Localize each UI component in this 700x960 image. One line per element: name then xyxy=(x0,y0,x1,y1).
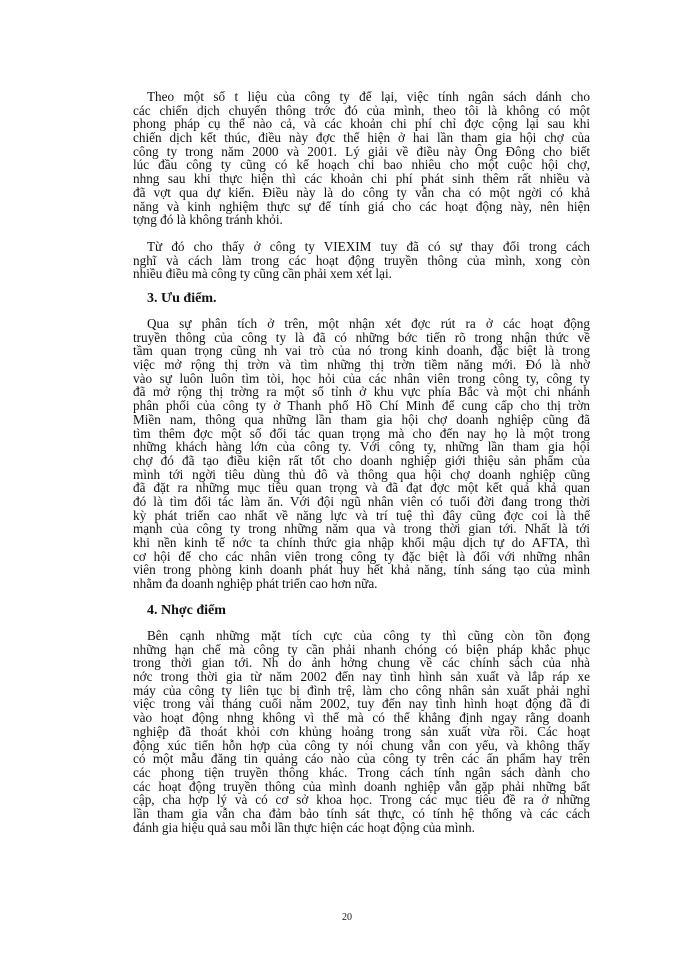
text-line: động xúc tiến hỗn hợp của công ty nói chung vẫn con yếu, và không thấy xyxy=(133,737,590,753)
text-line: mạnh của công ty trong những năm qua và trong thời gian tới. Nhất là tới xyxy=(133,521,590,537)
paragraph-budget-analysis xyxy=(133,90,590,227)
text-line: mình tới ngời tiêu dùng thủ đô và thông qua hội chợ doanh nghiệp cũng xyxy=(133,466,590,482)
text-line: nhằm đa doanh nghiệp phát triển cao hơn nữa. xyxy=(133,576,378,592)
text-line: các hoạt động truyền thông của mình doanh nghiệp vẫn gặp phải những bất xyxy=(133,778,590,794)
text-line: nghĩ và cách làm trong các hoạt động truyền thông của mình, xong còn xyxy=(133,252,590,268)
text-line: nhiều điều mà công ty cũng cần phải xem xét lại. xyxy=(133,266,392,282)
text-line: Miền nam, thông qua những lần tham gia hội chợ doanh nghiệp cũng đã xyxy=(133,411,590,427)
text-line: Qua sự phân tích ở trên, một nhận xét đợc rút ra ở các hoạt động xyxy=(147,316,590,331)
text-line: kỳ phát triển cao nhất về năng lực và trí tuệ thì đây cũng đợc coi là thế xyxy=(133,507,590,523)
text-line: Bên cạnh những mặt tích cực của công ty thì cũng còn tồn đọng xyxy=(147,628,590,643)
section-heading-advantages: 3. Ưu điểm. xyxy=(147,291,217,306)
text-line: Theo một số t liệu của công ty để lại, việc tính ngân sách dánh cho xyxy=(147,89,590,104)
text-line: cập, cha hợp lý và có cơ sở khoa học. Trong các mục tiêu đề ra ở những xyxy=(133,792,590,808)
text-line: viên trong phòng kinh doanh phát huy hết khả năng, tính sáng tạo của mình xyxy=(133,562,590,578)
text-line: cơ hội để cho các nhân viên trong công ty đặc biệt là đối với những nhân xyxy=(133,548,590,564)
text-line: vào hoạt động nhng không vì thế mà có thể khẳng định ngay rằng doanh xyxy=(133,710,590,726)
text-line: những hạn chế mà công ty cần phải nhanh chóng có biện pháp khắc phục xyxy=(133,641,590,657)
text-line: nghiệp đã thoát khỏi cơn khủng hoảng trong sản xuất vừa rồi. Các hoạt xyxy=(133,723,590,739)
text-line: lúc đầu công ty cũng có kế hoạch chi bao nhiêu cho một cuộc hội chợ, xyxy=(133,157,590,173)
text-line: trong thời gian tới. Nh do ảnh hởng chung về các chính sách của nhà xyxy=(133,655,590,671)
text-line: đó là tìm đối tác làm ăn. Với đội ngũ nhân viên có tuổi đời đang trong thời xyxy=(133,493,590,509)
text-line: tợng đó là không tránh khỏi. xyxy=(133,212,283,228)
text-line: máy của công ty liên tục bị đình trệ, làm cho công nhân sản xuất phải nghỉ xyxy=(133,682,590,698)
text-line: tầm quan trọng cũng nh vai trò của nó trong kinh doanh, đặc biệt là trong xyxy=(133,343,590,359)
text-line: lần tham gia vẫn cha đảm bảo tính sát thực, có tính hệ thống và các cách xyxy=(133,805,590,821)
text-line: đã mở rộng thị trờng ra một số tỉnh ở khu vực phía Bắc và một chi nhánh xyxy=(133,384,590,400)
text-line: việc mở rộng thị trờn và tìm những thị trờn tiềm năng mới. Đó là nhờ xyxy=(133,357,590,373)
section-heading-disadvantages: 4. Nhợc điểm xyxy=(147,603,226,618)
text-line: năng và kinh nghiệm thực sự để tính giá cho các hoạt động này, nên hiện xyxy=(133,198,590,214)
text-line: công ty trong năm 2000 và 2001. Lý giải về điều này Ông Đông cho biết xyxy=(133,143,590,159)
text-line: Từ đó cho thấy ở công ty VIEXIM tuy đã có sự thay đổi trong cách xyxy=(147,239,590,254)
text-line: tìm thêm đợc một số đối tác quan trọng mà cho đến nay họ là một trong xyxy=(133,425,590,441)
paragraph-viexim-summary xyxy=(133,240,590,281)
text-line: chiến dịch kết thúc, điều này đợc thể hiện ở hai lần tham gia hội chợ của xyxy=(133,130,590,146)
text-line: nớc trong thời gia từ năm 2002 đến nay tình hình sản xuất và lắp ráp xe xyxy=(133,669,590,685)
text-line: việc trong vài tháng cuối năm 2002, tuy đến nay tình hình hoạt động đã đi xyxy=(133,696,590,712)
paragraph-disadvantages xyxy=(133,629,590,834)
text-line: phân phối của công ty ở Thanh phố Hồ Chí Minh để cung cấp cho thị trờn xyxy=(133,398,590,414)
paragraph-advantages xyxy=(133,317,590,591)
text-line: các phong tiện truyền thông khác. Trong cách tính ngân sách dành cho xyxy=(133,764,590,780)
text-line: phong pháp cụ thể nào cả, và các khoản chi phí chỉ đợc cộng lại sau khi xyxy=(133,116,590,132)
page-number: 20 xyxy=(342,912,352,923)
text-line: khi nền kinh tế nớc ta chính thức gia nhập khối mậu dịch tự do AFTA, thì xyxy=(133,535,590,550)
text-line: đã đặt ra những mục tiêu quan trọng và đã đạt đợc một kết quả khả quan xyxy=(133,480,590,496)
text-line: nhng sau khi thực hiện thì các khoản chi phí phát sinh thêm rất nhiều và xyxy=(133,171,590,187)
text-line: những khách hàng lớn của công ty. Với công ty, những lần tham gia hội xyxy=(133,439,590,455)
text-line: đã vợt qua dự kiến. Điều này là do công ty vẫn cha có một ngời có khả xyxy=(133,184,590,200)
text-line: chợ đó đã tạo điều kiện rất tốt cho doanh nghiệp giới thiệu sản phẩm của xyxy=(133,452,590,468)
text-line: đánh gia hiệu quả sau mỗi lần thực hiện các hoạt động của mình. xyxy=(133,819,475,835)
text-line: các chiến dịch chuyển thông trớc đó của mình, theo tôi là không có một xyxy=(133,102,590,118)
text-line: có một mẫu đăng tin quảng cáo nào của công ty trên các ấn phẩm hay trên xyxy=(133,751,590,767)
text-line: truyền thông của công ty là đã có những bớc tiến rõ trong nhận thức về xyxy=(133,329,590,345)
text-line: vào sự luôn luôn tìm tòi, học hỏi của các nhân viên trong công ty, công ty xyxy=(133,370,590,386)
